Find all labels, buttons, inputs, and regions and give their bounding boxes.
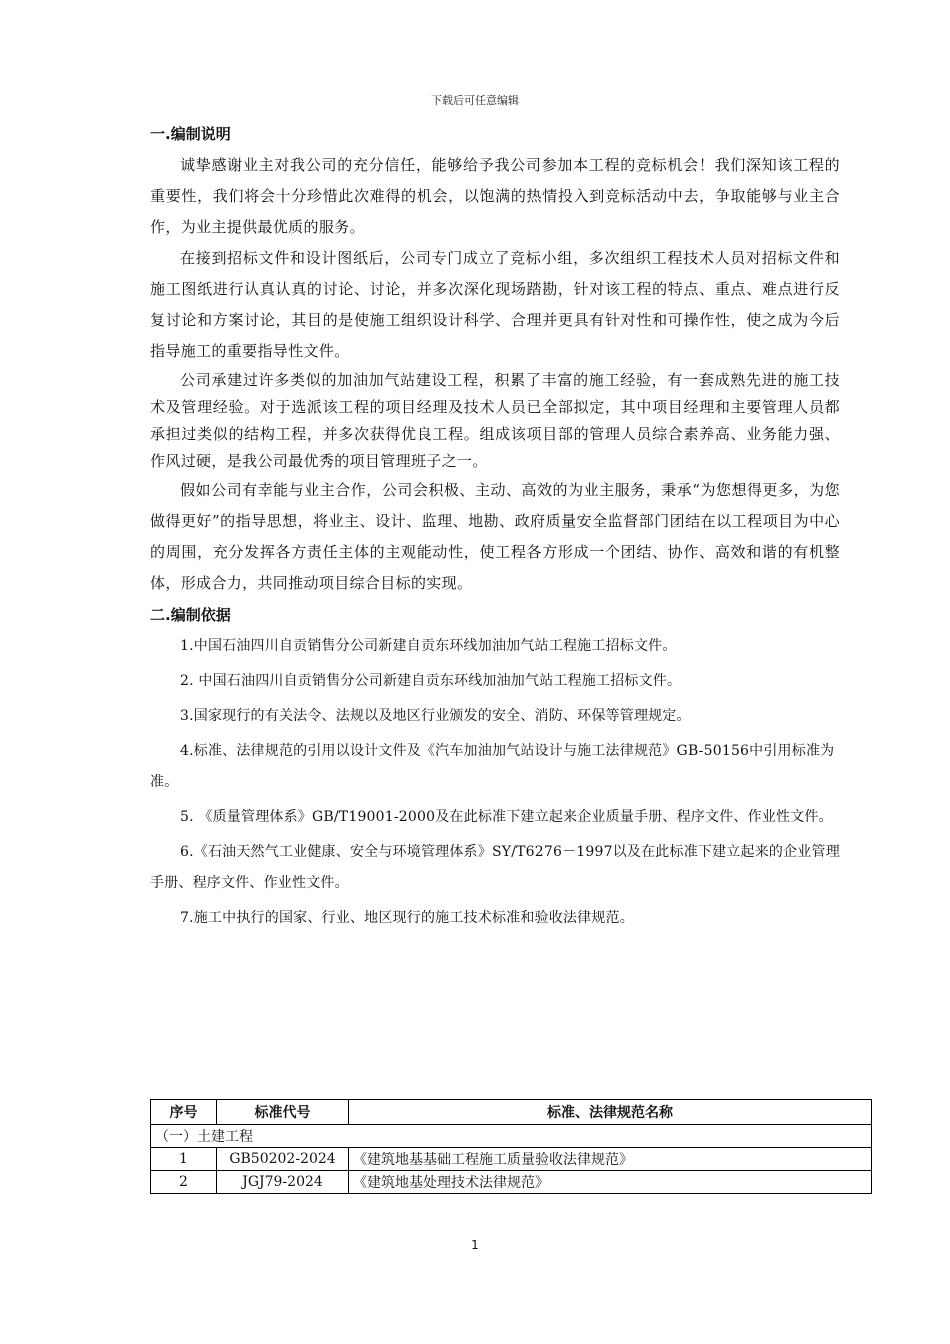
basis-item: 4.标准、法律规范的引用以设计文件及《汽车加油加气站设计与施工法律规范》GB-50156中引用标准为准。 (150, 743, 835, 790)
column-header-no: 序号 (151, 1100, 217, 1125)
table-row (151, 1148, 872, 1171)
paragraph: 在接到招标文件和设计图纸后，公司专门成立了竞标小组，多次组织工程技术人员对招标文件和施工图纸进行认真认真的讨论、讨论，并多次深化现场踏勘，针对该工程的特点、重点、难点进行反复讨论和方案讨论，其目的是使施工组织设计科学、合理并更具有针对性和可操作性，使之成为今后指导施工的重要指导性文件。 (150, 249, 840, 360)
page-number: 1 (471, 1238, 479, 1252)
group-label: （一）土建工程 (151, 1125, 872, 1148)
cell-name: 《建筑地基处理技术法律规范》 (349, 1171, 872, 1194)
standards-table (150, 1099, 872, 1194)
section-title-compile-basis: 二.编制依据 (150, 606, 231, 624)
basis-item: 7.施工中执行的国家、行业、地区现行的施工技术标准和验收法律规范。 (180, 910, 634, 926)
basis-item: 2. 中国石油四川自贡销售分公司新建自贡东环线加油加气站工程施工招标文件。 (180, 673, 682, 689)
paragraph: 公司承建过许多类似的加油加气站建设工程，积累了丰富的施工经验，有一套成熟先进的施工技术及管理经验。对于选派该工程的项目经理及技术人员已全部拟定，其中项目经理和主要管理人员都承担过类似的结构工程，并多次获得优良工程。组成该项目部的管理人员综合素养高、业务能力强、作风过硬，是我公司最优秀的项目管理班子之一。 (150, 371, 840, 470)
cell-code: JGJ79-2024 (217, 1171, 349, 1194)
column-header-code: 标准代号 (217, 1100, 349, 1125)
cell-no: 2 (151, 1171, 217, 1194)
table-header-row (151, 1100, 872, 1125)
column-header-name: 标准、法律规范名称 (349, 1100, 872, 1125)
cell-no: 1 (151, 1148, 217, 1171)
document-body (150, 118, 840, 938)
basis-item: 5. 《质量管理体系》GB/T19001-2000及在此标准下建立起来企业质量手册、程序文件、作业性文件。 (180, 809, 833, 825)
table-group-row (151, 1125, 872, 1148)
basis-item: 6.《石油天然气工业健康、安全与环境管理体系》SY/T6276－1997以及在此标准下建立起来的企业管理手册、程序文件、作业性文件。 (150, 844, 840, 891)
paragraph: 诚挚感谢业主对我公司的充分信任，能够给予我公司参加本工程的竞标机会！我们深知该工程的重要性，我们将会十分珍惜此次难得的机会，以饱满的热情投入到竞标活动中去，争取能够与业主合作，为业主提供最优质的服务。 (150, 156, 840, 236)
basis-item: 3.国家现行的有关法令、法规以及地区行业颁发的安全、消防、环保等管理规定。 (180, 708, 691, 724)
page-header: 下载后可任意编辑 (431, 94, 519, 107)
cell-name: 《建筑地基基础工程施工质量验收法律规范》 (349, 1148, 872, 1171)
cell-code: GB50202-2024 (217, 1148, 349, 1171)
table-row (151, 1171, 872, 1194)
section-title-compile-notes: 一.编制说明 (150, 125, 231, 143)
basis-item: 1.中国石油四川自贡销售分公司新建自贡东环线加油加气站工程施工招标文件。 (180, 638, 677, 654)
paragraph: 假如公司有幸能与业主合作，公司会积极、主动、高效的为业主服务，秉承“为您想得更多，为您做得更好”的指导思想，将业主、设计、监理、地勘、政府质量安全监督部门团结在以工程项目为中心的周围，充分发挥各方责任主体的主观能动性，使工程各方形成一个团结、协作、高效和谐的有机整体，形成合力，共同推动项目综合目标的实现。 (150, 481, 840, 592)
